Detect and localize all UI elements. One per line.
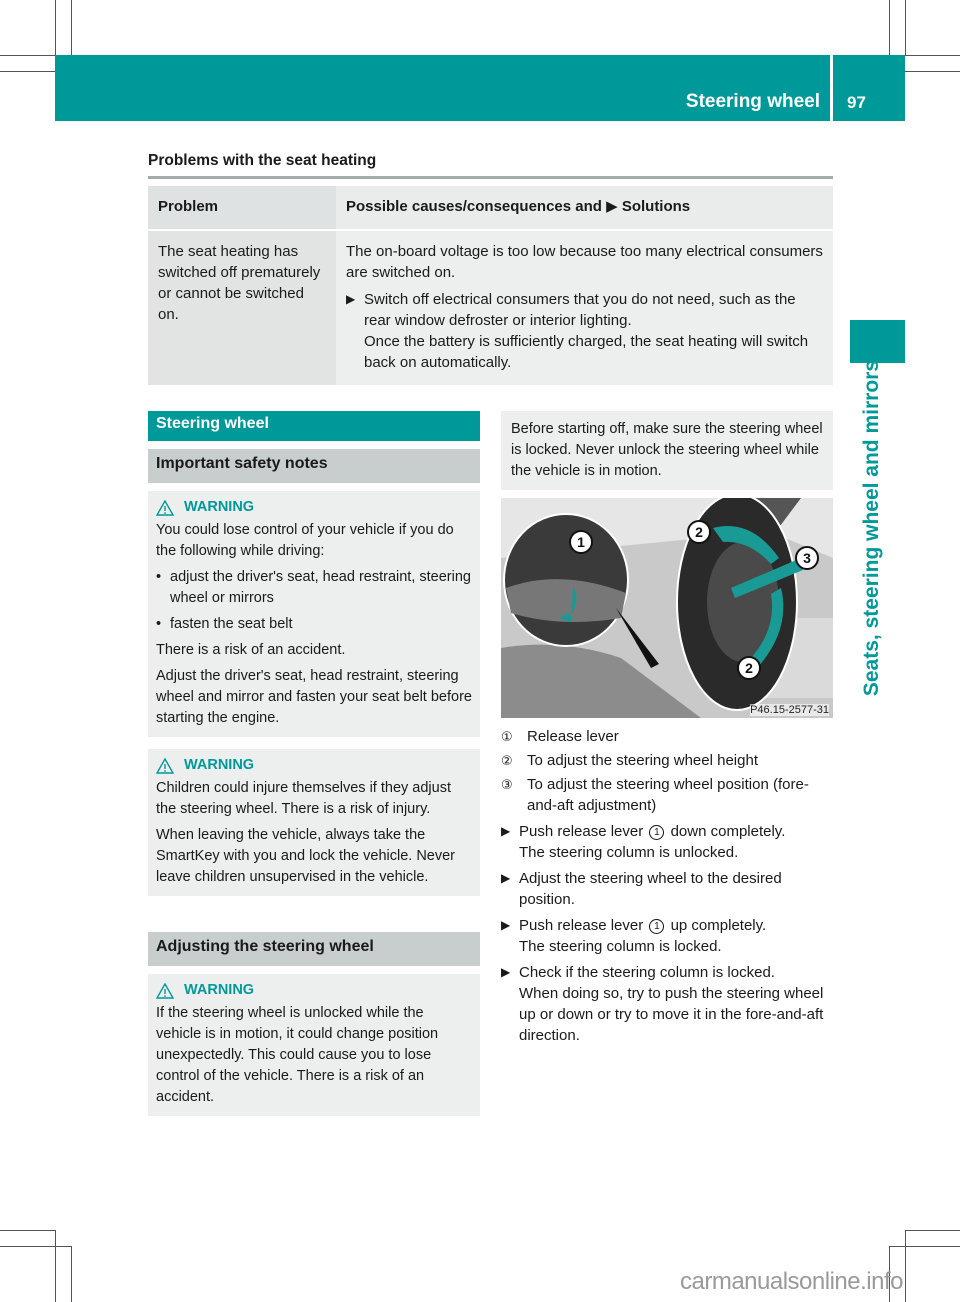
step-result: The steering column is unlocked. (519, 844, 739, 861)
crop-mark (889, 0, 890, 55)
bullet-icon: • (156, 569, 162, 585)
warning-title (156, 980, 472, 1001)
crop-mark (0, 55, 55, 56)
warning-advice: When leaving the vehicle, always take the SmartKey with you and lock the vehicle. Never leave children unsupervised in the vehicle. (156, 827, 455, 885)
table-header-row (148, 186, 833, 231)
legend-item (501, 726, 833, 747)
warning-title (156, 755, 472, 776)
steering-wheel-illustration (501, 498, 833, 718)
step-arrow-icon: ▶ (501, 824, 511, 838)
figure-legend (501, 726, 833, 1046)
illustration-graphic (501, 498, 833, 718)
step-text: Push release lever (519, 917, 644, 934)
column-header-problem: Problem (148, 186, 336, 231)
crop-mark (905, 55, 960, 56)
solution-cell (336, 231, 833, 385)
warning-triangle-icon (156, 500, 174, 516)
table-row (148, 231, 833, 385)
warning-label: WARNING (184, 499, 255, 515)
callout-2-top: 2 (687, 520, 711, 544)
section-heading-steering-wheel: Steering wheel (148, 411, 480, 441)
ref-callout-1: 1 (649, 919, 664, 934)
crop-mark (0, 71, 55, 72)
warning-text: If the steering wheel is unlocked while the vehicle is in motion, it could change position unexpectedly. This could cause you to lose control of the vehicle. There is a risk of an accident. (156, 1005, 439, 1105)
ref-callout-1: 1 (649, 825, 664, 840)
instruction-step (501, 868, 833, 910)
crop-mark (905, 1230, 960, 1231)
step-arrow-icon: ▶ (501, 965, 511, 979)
legend-number: ③ (501, 777, 513, 792)
step-text: up completely. (670, 917, 767, 934)
step-text: Check if the steering column is locked. (519, 964, 775, 981)
step-text: Switch off electrical consumers that you do not need, such as the rear window defroster or interior lighting. (364, 291, 796, 329)
figure-id: P46.15-2577-31 (750, 704, 829, 716)
crop-mark (905, 0, 906, 55)
bullet-item (156, 567, 472, 609)
crop-mark (905, 1230, 906, 1302)
crop-mark (0, 1246, 71, 1247)
crop-mark (71, 1246, 72, 1302)
legend-text: Release lever (527, 728, 619, 745)
warning-title (156, 497, 472, 518)
problem-cell: The seat heating has switched off prematurely or cannot be switched on. (148, 231, 336, 385)
seat-heating-table (148, 186, 833, 385)
step-arrow-icon: ▶ (346, 292, 356, 306)
crop-mark (71, 0, 72, 55)
page-number-box (833, 55, 905, 121)
callout-2-bottom: 2 (737, 656, 761, 680)
instruction-step (501, 821, 833, 863)
warning-risk: There is a risk of an accident. (156, 642, 346, 658)
warning-label: WARNING (184, 982, 255, 998)
legend-text: To adjust the steering wheel height (527, 752, 758, 769)
crop-mark (55, 0, 56, 55)
warning-box-lose-control (148, 491, 480, 737)
note-column (501, 411, 833, 490)
legend-item (501, 774, 833, 816)
column-header-solutions: Possible causes/consequences and ▶ Solutions (336, 186, 833, 231)
bullet-item (156, 614, 472, 635)
warning-box-unlocked (148, 974, 480, 1116)
instruction-steps (501, 821, 833, 1046)
page-number: 97 (847, 93, 866, 112)
solution-step (346, 289, 825, 373)
seat-heating-title: Problems with the seat heating (148, 152, 377, 169)
step-arrow-icon: ▶ (501, 871, 511, 885)
callout-1: 1 (569, 530, 593, 554)
legend-number: ② (501, 753, 513, 768)
steering-wheel-section (148, 411, 480, 1116)
crop-mark (0, 1230, 55, 1231)
warning-intro: You could lose control of your vehicle if you do the following while driving: (156, 522, 454, 559)
legend-text: To adjust the steering wheel position (fore-and-aft adjustment) (527, 776, 809, 814)
bullet-text: fasten the seat belt (170, 616, 293, 632)
subheading-safety-notes: Important safety notes (148, 449, 480, 483)
instruction-step (501, 962, 833, 1046)
chapter-header (55, 55, 830, 121)
warning-triangle-icon (156, 983, 174, 999)
cause-text: The on-board voltage is too low because too many electrical consumers are switched on. (346, 243, 823, 281)
step-text: Push release lever (519, 823, 644, 840)
step-text: Adjust the steering wheel to the desired position. (519, 870, 782, 908)
instruction-step (501, 915, 833, 957)
step-arrow-icon: ▶ (501, 918, 511, 932)
title-divider (148, 176, 833, 179)
step-text: down completely. (670, 823, 786, 840)
warning-advice: Adjust the driver's seat, head restraint, steering wheel and mirror and fasten your seat belt before starting the engine. (156, 668, 472, 726)
step-result: The steering column is locked. (519, 938, 722, 955)
crop-mark (905, 71, 960, 72)
watermark: carmanualsonline.info (680, 1268, 903, 1295)
callout-3: 3 (795, 546, 819, 570)
legend-number: ① (501, 729, 513, 744)
bullet-text: adjust the driver's seat, head restraint, steering wheel or mirrors (170, 569, 471, 606)
crop-mark (889, 1246, 960, 1247)
step-result: Once the battery is sufficiently charged, the seat heating will switch back on automatically. (364, 333, 809, 371)
warning-label: WARNING (184, 757, 255, 773)
bullet-icon: • (156, 616, 162, 632)
side-tab-marker (850, 320, 905, 363)
subheading-adjusting: Adjusting the steering wheel (148, 932, 480, 966)
step-result: When doing so, try to push the steering wheel up or down or try to move it in the fore-and-aft direction. (519, 985, 824, 1044)
crop-mark (55, 1230, 56, 1302)
chapter-title: Steering wheel (685, 91, 820, 112)
warning-box-children (148, 749, 480, 896)
warning-text: Children could injure themselves if they adjust the steering wheel. There is a risk of injury. (156, 780, 451, 817)
legend-item (501, 750, 833, 771)
note-box-locked: Before starting off, make sure the steering wheel is locked. Never unlock the steering wheel while the vehicle is in motion. (501, 411, 833, 490)
warning-triangle-icon (156, 758, 174, 774)
side-tab-label: Seats, steering wheel and mirrors (860, 360, 883, 697)
